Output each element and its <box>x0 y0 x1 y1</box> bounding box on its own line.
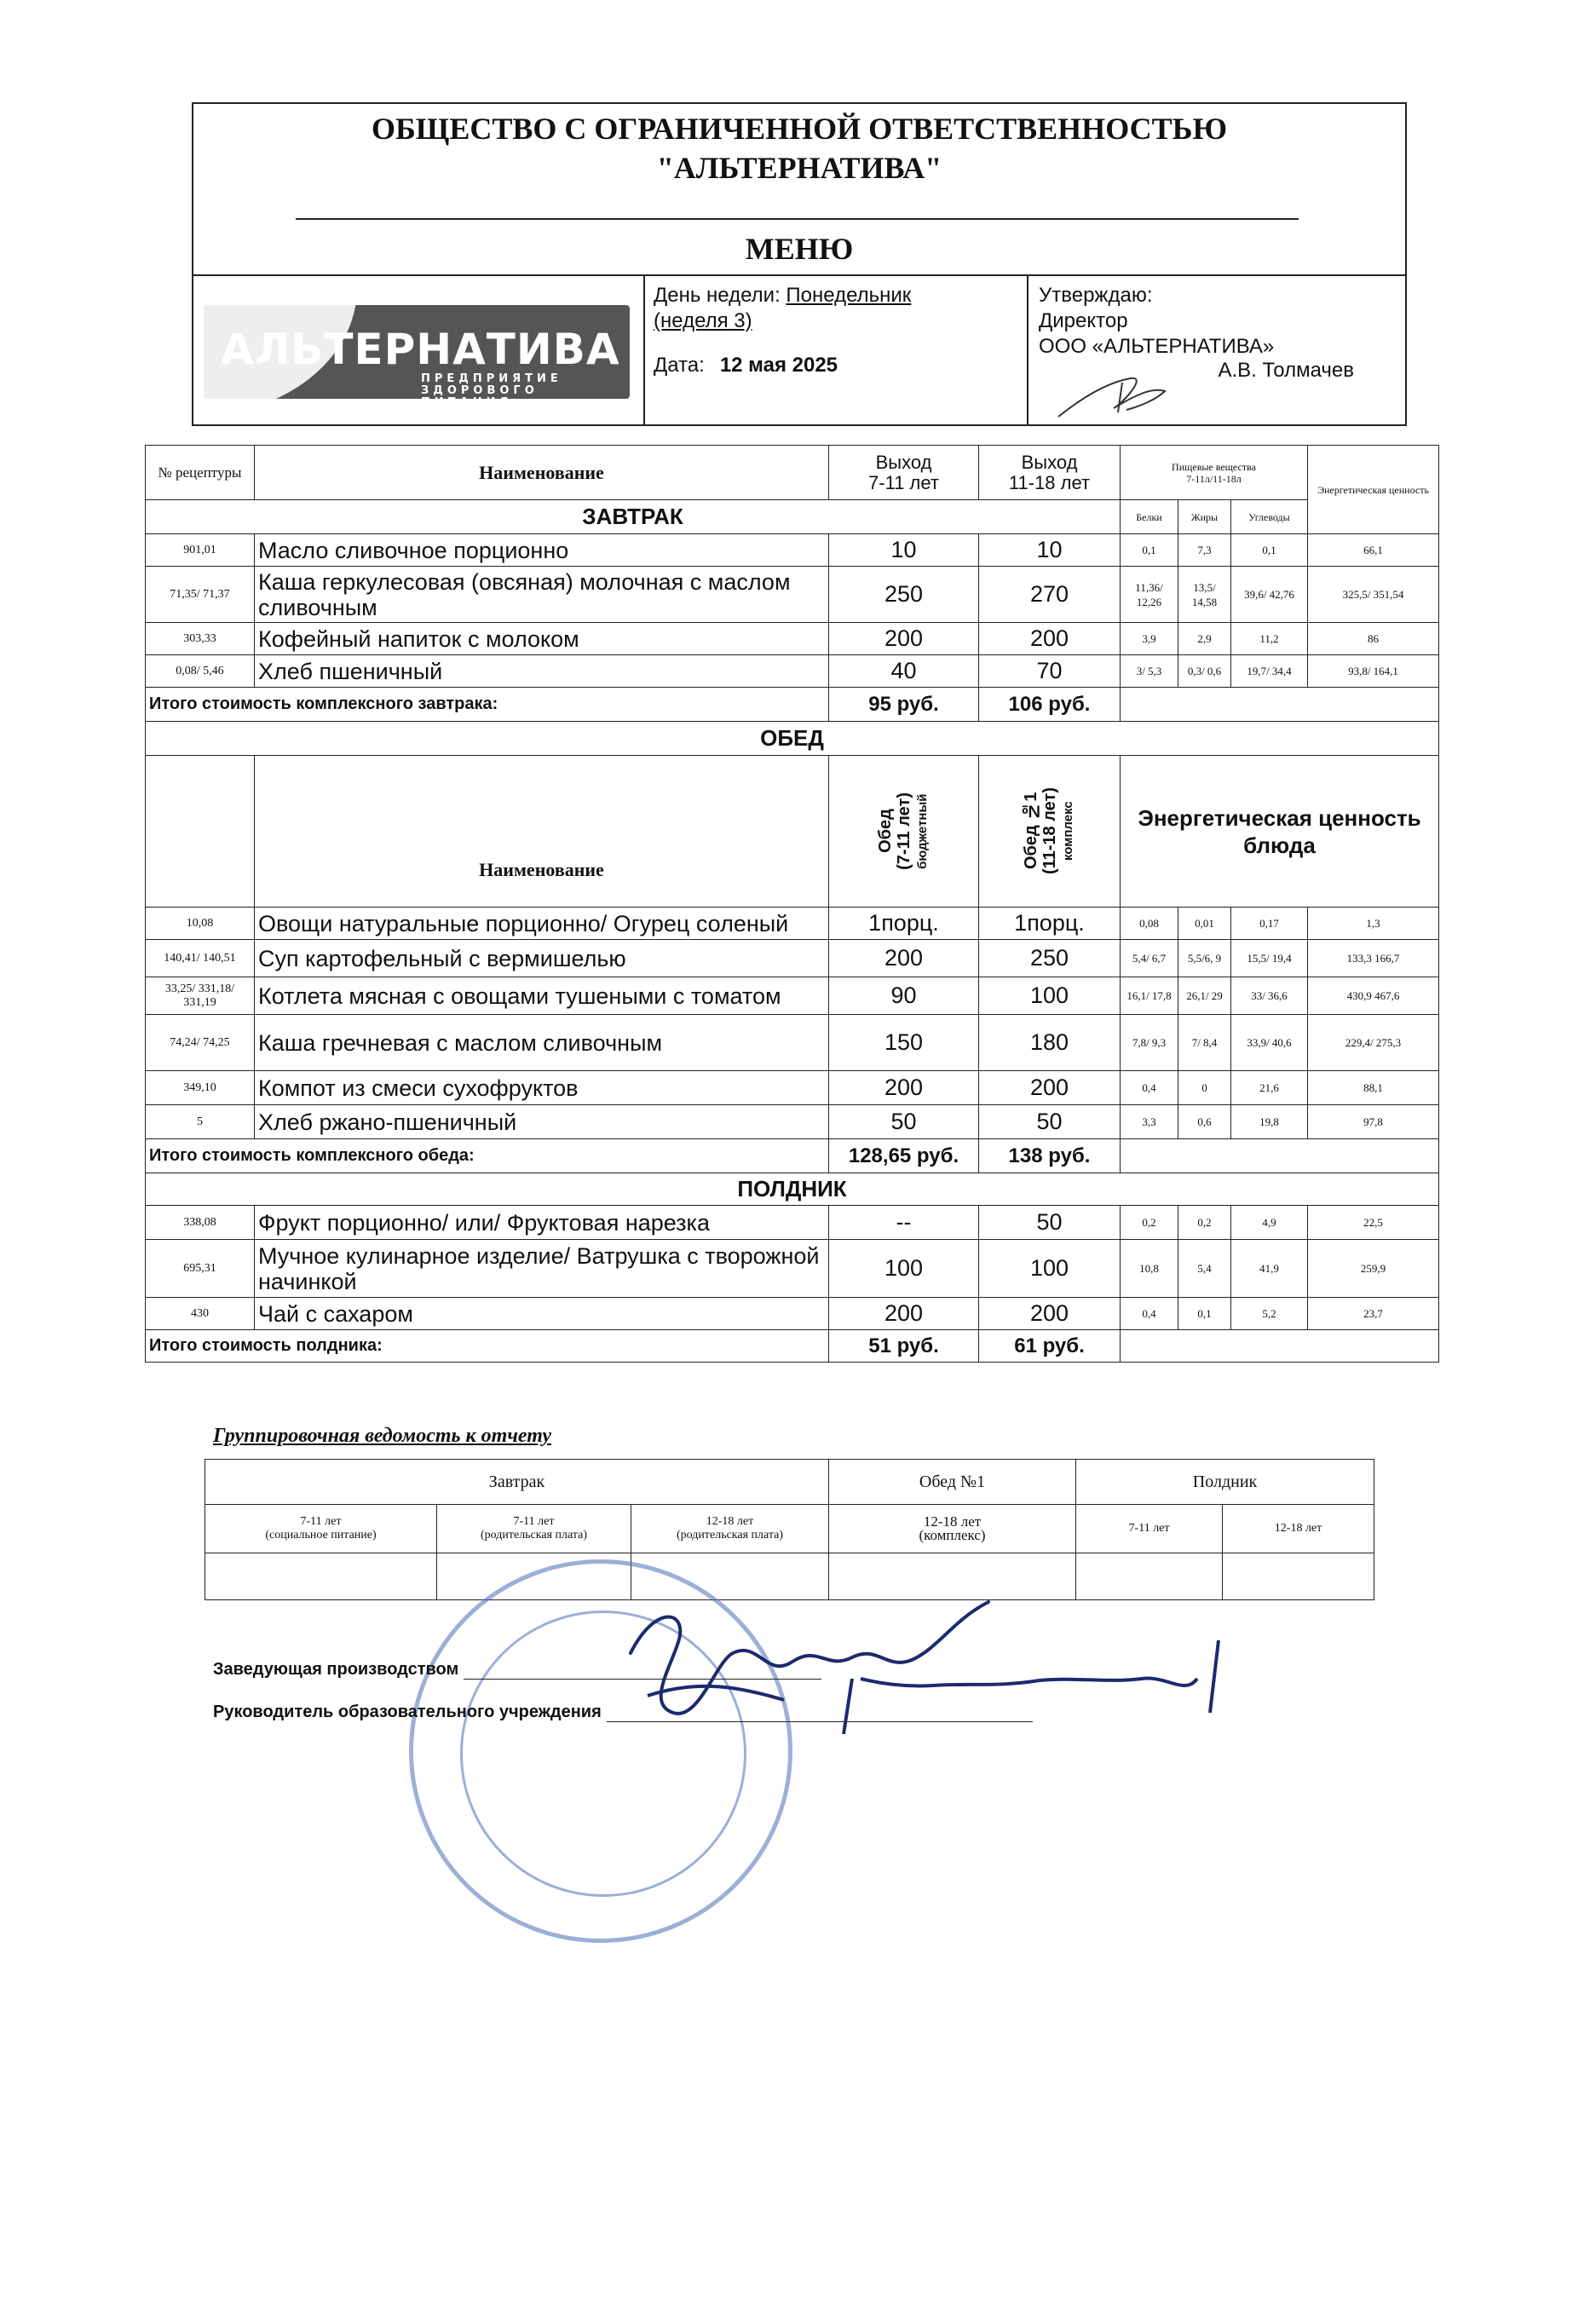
lunch-title: ОБЕД <box>146 722 1439 756</box>
header-energy: Энергетическая ценность <box>1308 446 1439 534</box>
header-info-row <box>193 274 1405 424</box>
table-row: 430 Чай с сахаром 200 200 0,4 0,1 5,2 23,7 <box>146 1298 1439 1330</box>
header-proteins: Белки <box>1121 500 1178 534</box>
director-signature <box>1054 357 1182 425</box>
approve-org: ООО «АЛЬТЕРНАТИВА» <box>1039 335 1275 358</box>
table-row: 74,24/ 74,25 Каша гречневая с маслом сливочным 150 180 7,8/ 9,3 7/ 8,4 33,9/ 40,6 229,4/ 275,3 <box>146 1015 1439 1071</box>
day-label: День недели: <box>654 284 781 307</box>
date-label: Дата: <box>654 354 705 377</box>
snack-total-row: Итого стоимость полдника: 51 руб. 61 руб. <box>146 1330 1439 1363</box>
table-row: 349,10 Компот из смеси сухофруктов 200 200 0,4 0 21,6 88,1 <box>146 1071 1439 1105</box>
header-out-7-11: Выход 7-11 лет <box>829 446 979 500</box>
table-row: 0,08/ 5,46 Хлеб пшеничный 40 70 3/ 5,3 0,3/ 0,6 19,7/ 34,4 93,8/ 164,1 <box>146 655 1439 688</box>
company-logo: АЛЬТЕРНАТИВА ПРЕДПРИЯТИЕ ЗДОРОВОГО ПИТАНИЯ <box>204 288 630 416</box>
production-head-sign: Заведующая производством <box>213 1660 821 1680</box>
breakfast-title: ЗАВТРАК <box>146 500 1121 534</box>
week-number: (неделя 3) <box>654 309 752 332</box>
table-row: 901,01 Масло сливочное порционно 10 10 0,1 7,3 0,1 66,1 <box>146 534 1439 567</box>
breakfast-section-row <box>146 500 1439 534</box>
header-nutrients: Пищевые вещества 7-11л/11-18л <box>1121 446 1308 500</box>
table-row: 695,31 Мучное кулинарное изделие/ Ватрушка с творожной начинкой 100 100 10,8 5,4 41,9 259,9 <box>146 1240 1439 1298</box>
lunch-header-row: Наименование Обед (7-11 лет) бюджетный Обед №1 (11-18 лет) комплекс Энергетическая ценность блюда <box>146 756 1439 908</box>
breakfast-total-row: Итого стоимость комплексного завтрака: 95 руб. 106 руб. <box>146 688 1439 722</box>
table-row: 338,08 Фрукт порционно/ или/ Фруктовая нарезка -- 50 0,2 0,2 4,9 22,5 <box>146 1206 1439 1240</box>
snack-title: ПОЛДНИК <box>146 1173 1439 1206</box>
header-out-11-18: Выход 11-18 лет <box>979 446 1121 500</box>
school-head-sign: Руководитель образовательного учреждения <box>213 1703 1033 1722</box>
day-date-cell <box>645 276 1028 424</box>
header-divider <box>296 218 1299 220</box>
group-statement-table <box>205 1459 1374 1600</box>
header-carbs: Углеводы <box>1231 500 1308 534</box>
group-subheader-row: 7-11 лет (социальное питание) 7-11 лет (родительская плата) 12-18 лет (родительская плата) 12-18 лет (комплекс) 7-11 лет 12-18 лет <box>205 1505 1374 1553</box>
date-value: 12 мая 2025 <box>719 354 838 377</box>
menu-title: МЕНЮ <box>745 232 854 266</box>
header-name: Наименование <box>255 446 829 500</box>
snack-section-row <box>146 1173 1439 1206</box>
company-logo-cell <box>193 276 645 424</box>
table-row: 140,41/ 140,51 Суп картофельный с вермишелью 200 250 5,4/ 6,7 5,5/6, 9 15,5/ 19,4 133,3 166,7 <box>146 940 1439 977</box>
table-row: 303,33 Кофейный напиток с молоком 200 200 3,9 2,9 11,2 86 <box>146 623 1439 655</box>
approve-title: Директор <box>1039 309 1128 332</box>
approval-cell <box>1028 276 1405 424</box>
handwritten-signature <box>596 1585 1278 1755</box>
table-row: 33,25/ 331,18/ 331,19 Котлета мясная с овощами тушеными с томатом 90 100 16,1/ 17,8 26,1/ 29 33/ 36,6 430,9 467,6 <box>146 977 1439 1015</box>
table-row: 71,35/ 71,37 Каша геркулесовая (овсяная) молочная с маслом сливочным 250 270 11,36/ 12,26 13,5/ 14,58 39,6/ 42,76 325,5/ 351,54 <box>146 567 1439 623</box>
lunch-col-complex: Обед №1 (11-18 лет) комплекс <box>979 756 1121 908</box>
lunch-total-row: Итого стоимость комплексного обеда: 128,65 руб. 138 руб. <box>146 1139 1439 1173</box>
document-header <box>192 102 1407 426</box>
table-row: 10,08 Овощи натуральные порционно/ Огурец соленый 1порц. 1порц. 0,08 0,01 0,17 1,3 <box>146 908 1439 940</box>
group-statement-title: Группировочная ведомость к отчету <box>213 1425 551 1447</box>
approve-label: Утверждаю: <box>1039 284 1153 307</box>
day-value: Понедельник <box>786 284 912 307</box>
lunch-section-row <box>146 722 1439 756</box>
table-row: 5 Хлеб ржано-пшеничный 50 50 3,3 0,6 19,8 97,8 <box>146 1105 1439 1139</box>
approve-name: А.В. Толмачев <box>1218 359 1354 382</box>
table-header-row <box>146 446 1439 500</box>
menu-table <box>145 445 1439 1363</box>
header-recipe: № рецептуры <box>146 446 255 500</box>
header-fats: Жиры <box>1178 500 1231 534</box>
organization-name: ОБЩЕСТВО С ОГРАНИЧЕННОЙ ОТВЕТСТВЕННОСТЬЮ "АЛЬТЕРНАТИВА" <box>372 112 1227 185</box>
lunch-energy-header: Энергетическая ценность блюда <box>1121 756 1439 908</box>
organization-block <box>193 104 1405 274</box>
lunch-col-budget: Обед (7-11 лет) бюджетный <box>829 756 979 908</box>
group-header-row: Завтрак Обед №1 Полдник <box>205 1460 1374 1505</box>
